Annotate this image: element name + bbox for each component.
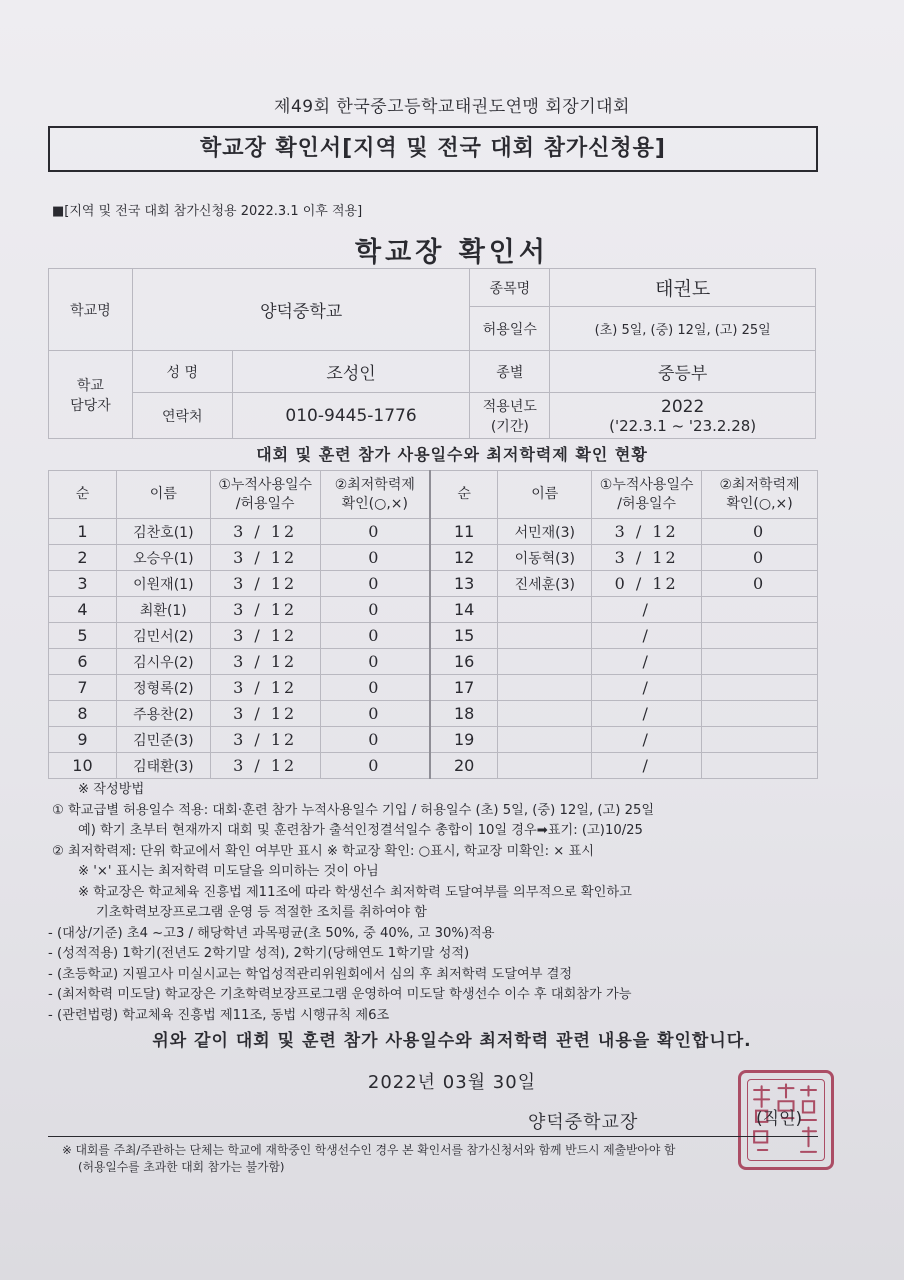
name-cell: 최환(1) <box>116 597 210 623</box>
days-cell: 3 / 12 <box>210 545 320 571</box>
header-check-right <box>702 471 818 519</box>
sport-label: 종목명 <box>470 269 550 307</box>
roster-row <box>49 571 818 597</box>
check-cell-right <box>702 623 818 649</box>
roster-body <box>49 519 818 779</box>
sport-value: 태권도 <box>550 269 816 307</box>
note-allowed-days: ① 학교급별 허용일수 적용: 대회·훈련 참가 누적사용일수 기입 / 허용일수 (초) 5일, (중) 12일, (고) 25일 <box>52 802 655 818</box>
check-cell-right <box>702 727 818 753</box>
name-cell-right: 진세훈(3) <box>498 571 592 597</box>
year-label-line-1: 적용년도 <box>482 398 537 415</box>
contact-value: 010-9445-1776 <box>232 393 470 439</box>
name-cell: 이원재(1) <box>116 571 210 597</box>
note-min-academic: ② 최저학력제: 단위 학교에서 확인 여부만 표시 ※ 학교장 확인: ○표시, 학교장 미확인: × 표시 <box>52 843 595 859</box>
order-cell: 4 <box>49 597 117 623</box>
check-cell: 0 <box>320 519 430 545</box>
days-cell-right: 3 / 12 <box>592 545 702 571</box>
note-elementary: - (초등학교) 지필고사 미실시교는 학업성적관리위원회에서 심의 후 최저학력 도달여부 결정 <box>48 966 573 982</box>
athlete-roster-table <box>48 470 818 779</box>
header-check-right-line-2: 확인(○,×) <box>726 495 793 512</box>
application-note: ■[지역 및 전국 대회 참가신청용 2022.3.1 이후 적용] <box>52 204 363 219</box>
name-cell-right <box>498 675 592 701</box>
order-cell: 5 <box>49 623 117 649</box>
school-info-table <box>48 268 816 439</box>
check-cell-right: 0 <box>702 571 818 597</box>
order-cell-right: 14 <box>430 597 498 623</box>
note-grade-apply: - (성적적용) 1학기(전년도 2학기말 성적), 2학기(당해연도 1학기말 성적) <box>48 946 470 961</box>
order-cell: 1 <box>49 519 117 545</box>
header-days-line-2: /허용일수 <box>235 495 295 512</box>
header-order-right: 순 <box>430 471 498 519</box>
order-cell-right: 18 <box>430 701 498 727</box>
order-cell: 9 <box>49 727 117 753</box>
order-cell: 10 <box>49 753 117 779</box>
check-cell-right: 0 <box>702 519 818 545</box>
division-value: 중등부 <box>550 351 816 393</box>
note-allowed-days-example: 예) 학기 초부터 현재까지 대회 및 훈련참가 출석인정결석일수 총합이 10일 경우➡표기: (고)10/25 <box>78 823 643 838</box>
note-x-mark: ※ '×' 표시는 최저학력 미도달을 의미하는 것이 아님 <box>78 864 379 879</box>
footnote-line-2: (허용일수를 초과한 대회 참가는 불가함) <box>78 1160 285 1174</box>
name-cell-right <box>498 753 592 779</box>
header-check-line-2: 확인(○,×) <box>341 495 408 512</box>
check-cell: 0 <box>320 701 430 727</box>
note-principal-duty-cont: 기초학력보장프로그램 운영 등 적절한 조치를 취하여야 함 <box>96 905 427 920</box>
order-cell-right: 16 <box>430 649 498 675</box>
check-cell: 0 <box>320 675 430 701</box>
days-cell: 3 / 12 <box>210 649 320 675</box>
note-below-standard: - (최저학력 미도달) 학교장은 기초학력보장프로그램 운영하여 미도달 학생선수 이수 후 대회참가 가능 <box>48 987 632 1002</box>
year-value-line-2: ('22.3.1 ~ '23.2.28) <box>609 416 757 435</box>
check-cell: 0 <box>320 571 430 597</box>
issue-date: 2022년 03월 30일 <box>367 1072 537 1093</box>
allowed-days-value: (초) 5일, (중) 12일, (고) 25일 <box>550 307 816 351</box>
name-cell: 김시우(2) <box>116 649 210 675</box>
header-check <box>320 471 430 519</box>
name-cell-right <box>498 701 592 727</box>
roster-row <box>49 597 818 623</box>
roster-row <box>49 623 818 649</box>
roster-row <box>49 753 818 779</box>
days-cell-right: / <box>592 727 702 753</box>
confirmation-statement: 위와 같이 대회 및 훈련 참가 사용일수와 최저학력 관련 내용을 확인합니다. <box>152 1031 752 1051</box>
check-cell: 0 <box>320 649 430 675</box>
allowed-days-label: 허용일수 <box>470 307 550 351</box>
header-days-line-1: ①누적사용일수 <box>218 476 313 493</box>
check-cell-right <box>702 649 818 675</box>
year-label-line-2: (기간) <box>490 418 529 435</box>
order-cell-right: 12 <box>430 545 498 571</box>
check-cell: 0 <box>320 597 430 623</box>
order-cell-right: 19 <box>430 727 498 753</box>
name-cell: 김민준(3) <box>116 727 210 753</box>
seal-label: (직인) <box>756 1109 803 1129</box>
days-cell-right: / <box>592 597 702 623</box>
roster-row <box>49 675 818 701</box>
principal-signature-line: 양덕중학교장 <box>528 1112 639 1133</box>
staff-label-line-2: 담당자 <box>70 397 111 414</box>
days-cell-right: / <box>592 701 702 727</box>
order-cell: 6 <box>49 649 117 675</box>
name-cell: 김찬호(1) <box>116 519 210 545</box>
staff-label <box>49 351 133 439</box>
year-value <box>550 393 816 439</box>
name-cell: 김민서(2) <box>116 623 210 649</box>
order-cell-right: 20 <box>430 753 498 779</box>
days-cell: 3 / 12 <box>210 675 320 701</box>
header-name-right: 이름 <box>498 471 592 519</box>
event-title: 제49회 한국중고등학교태권도연맹 회장기대회 <box>274 97 630 117</box>
days-cell: 3 / 12 <box>210 571 320 597</box>
order-cell: 7 <box>49 675 117 701</box>
main-title: 학교장 확인서 <box>355 237 549 268</box>
check-cell: 0 <box>320 623 430 649</box>
days-cell: 3 / 12 <box>210 519 320 545</box>
days-cell-right: 3 / 12 <box>592 519 702 545</box>
header-days-right <box>592 471 702 519</box>
days-cell-right: / <box>592 753 702 779</box>
days-cell: 3 / 12 <box>210 623 320 649</box>
note-target: - (대상/기준) 초4 ~고3 / 해당학년 과목평균(초 50%, 중 40%, 고 30%)적용 <box>48 925 495 941</box>
days-cell-right: 0 / 12 <box>592 571 702 597</box>
name-cell: 오승우(1) <box>116 545 210 571</box>
school-value: 양덕중학교 <box>132 269 470 351</box>
header-check-right-line-1: ②최저학력제 <box>719 476 800 493</box>
header-days <box>210 471 320 519</box>
staff-label-line-1: 학교 <box>76 377 104 394</box>
days-cell: 3 / 12 <box>210 753 320 779</box>
check-cell-right <box>702 753 818 779</box>
check-cell: 0 <box>320 727 430 753</box>
footnote-line-1: ※ 대회를 주최/주관하는 단체는 학교에 재학중인 학생선수인 경우 본 확인서를 참가신청서와 함께 반드시 제출받아야 함 <box>62 1143 676 1157</box>
header-days-right-line-2: /허용일수 <box>617 495 677 512</box>
name-cell: 주용찬(2) <box>116 701 210 727</box>
roster-row <box>49 701 818 727</box>
check-cell: 0 <box>320 545 430 571</box>
order-cell-right: 13 <box>430 571 498 597</box>
name-cell: 김태환(3) <box>116 753 210 779</box>
note-principal-duty: ※ 학교장은 학교체육 진흥법 제11조에 따라 학생선수 최저학력 도달여부를 의무적으로 확인하고 <box>78 884 632 900</box>
note-related-law: - (관련법령) 학교체육 진흥법 제11조, 동법 시행규칙 제6조 <box>48 1007 390 1023</box>
days-cell-right: / <box>592 623 702 649</box>
name-value: 조성인 <box>232 351 470 393</box>
name-cell-right <box>498 649 592 675</box>
order-cell-right: 15 <box>430 623 498 649</box>
name-cell: 정형록(2) <box>116 675 210 701</box>
year-label <box>470 393 550 439</box>
order-cell: 3 <box>49 571 117 597</box>
division-label: 종별 <box>470 351 550 393</box>
header-order: 순 <box>49 471 117 519</box>
header-name: 이름 <box>116 471 210 519</box>
contact-label: 연락처 <box>132 393 232 439</box>
roster-row <box>49 649 818 675</box>
check-cell-right <box>702 597 818 623</box>
order-cell: 2 <box>49 545 117 571</box>
days-cell-right: / <box>592 675 702 701</box>
days-cell: 3 / 12 <box>210 597 320 623</box>
order-cell-right: 17 <box>430 675 498 701</box>
check-cell: 0 <box>320 753 430 779</box>
check-cell-right <box>702 701 818 727</box>
writing-instructions <box>48 780 832 1026</box>
status-title: 대회 및 훈련 참가 사용일수와 최저학력제 확인 현황 <box>256 445 648 464</box>
order-cell-right: 11 <box>430 519 498 545</box>
notes-heading: ※ 작성방법 <box>78 782 145 797</box>
check-cell-right <box>702 675 818 701</box>
header-days-right-line-1: ①누적사용일수 <box>599 476 694 493</box>
roster-row <box>49 519 818 545</box>
name-label: 성 명 <box>132 351 232 393</box>
roster-row <box>49 545 818 571</box>
roster-row <box>49 727 818 753</box>
footer-divider <box>48 1136 818 1137</box>
header-check-line-1: ②최저학력제 <box>334 476 415 493</box>
document-title-box: 학교장 확인서[지역 및 전국 대회 참가신청용] <box>48 126 818 172</box>
check-cell-right: 0 <box>702 545 818 571</box>
name-cell-right: 이동혁(3) <box>498 545 592 571</box>
order-cell: 8 <box>49 701 117 727</box>
year-value-line-1: 2022 <box>661 396 705 417</box>
name-cell-right <box>498 727 592 753</box>
days-cell: 3 / 12 <box>210 701 320 727</box>
name-cell-right <box>498 597 592 623</box>
school-label: 학교명 <box>49 269 133 351</box>
footnote <box>62 1142 822 1176</box>
days-cell: 3 / 12 <box>210 727 320 753</box>
name-cell-right: 서민재(3) <box>498 519 592 545</box>
name-cell-right <box>498 623 592 649</box>
days-cell-right: / <box>592 649 702 675</box>
